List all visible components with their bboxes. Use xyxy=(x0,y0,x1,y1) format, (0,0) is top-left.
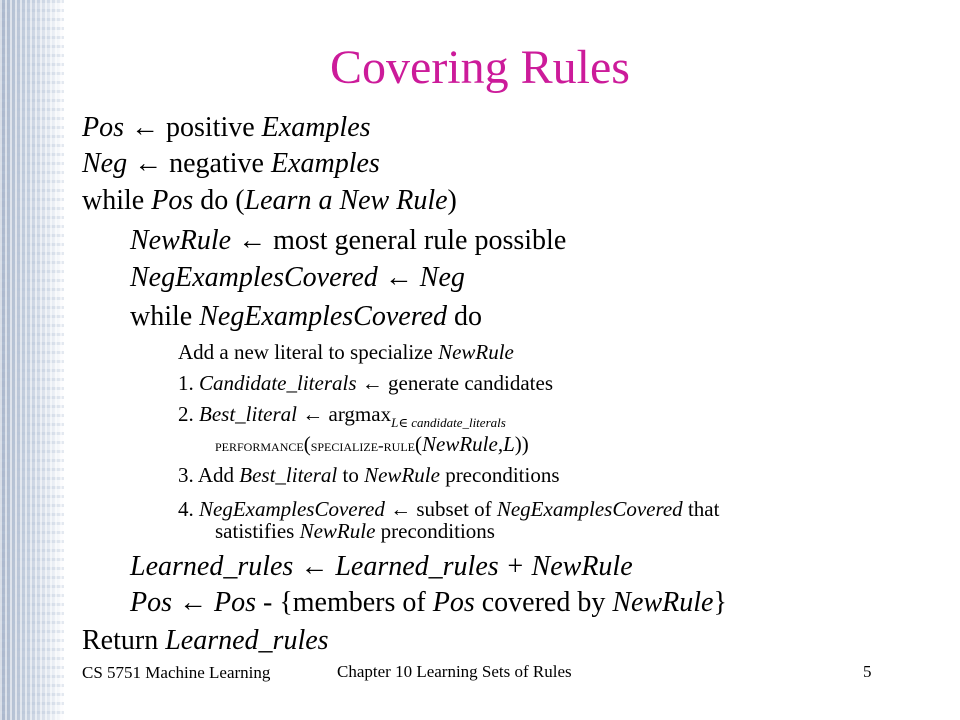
left-arrow-icon: ← xyxy=(361,371,383,395)
left-arrow-icon: ← xyxy=(238,225,267,256)
line-step-3: 3. Add Best_literal to NewRule preconditions xyxy=(178,463,560,487)
line-pos-init: Pos ← positive Examples xyxy=(82,112,371,143)
line-step-2: 2. Best_literal ← argmax$_{L\in candidate\_literals}$ xyxy=(178,402,506,430)
footer-course: CS 5751 Machine Learning xyxy=(82,663,271,682)
side-texture-decoration xyxy=(0,0,64,720)
line-negcovered-init: NegExamplesCovered ← Neg xyxy=(130,262,465,293)
left-arrow-icon: ← xyxy=(131,112,159,143)
left-arrow-icon: ← xyxy=(300,551,329,582)
line-inner-while: while NegExamplesCovered do xyxy=(130,301,482,332)
line-step-1: 1. Candidate_literals ← generate candidates xyxy=(178,371,553,395)
line-return: Return Learned_rules xyxy=(82,625,329,656)
line-add-literal: Add a new literal to specialize NewRule xyxy=(178,340,514,364)
left-arrow-icon: ← xyxy=(302,402,324,426)
left-arrow-icon: ← xyxy=(384,262,413,293)
line-newrule-init: NewRule ← most general rule possible xyxy=(130,225,567,256)
slide-title: Covering Rules xyxy=(330,41,630,94)
line-step-4: 4. NegExamplesCovered ← subset of NegExamplesCovered that xyxy=(178,497,720,521)
line-neg-init: Neg ← negative Examples xyxy=(82,148,380,179)
line-learned-rules: Learned_rules ← Learned_rules + NewRule xyxy=(130,551,633,582)
line-pos-update: Pos ← Pos - {members of Pos covered by NewRule} xyxy=(130,587,727,618)
left-arrow-icon: ← xyxy=(390,497,412,521)
line-step-2-formula: performance(specialize-rule(NewRule,L)) xyxy=(215,432,529,456)
left-arrow-icon: ← xyxy=(134,148,163,179)
line-outer-while: while Pos do (Learn a New Rule) xyxy=(82,185,457,216)
left-arrow-icon: ← xyxy=(179,587,207,618)
footer-chapter: Chapter 10 Learning Sets of Rules xyxy=(337,662,572,681)
line-step-4-cont: satistifies NewRule preconditions xyxy=(215,519,495,543)
footer-page-number: 5 xyxy=(863,662,872,681)
